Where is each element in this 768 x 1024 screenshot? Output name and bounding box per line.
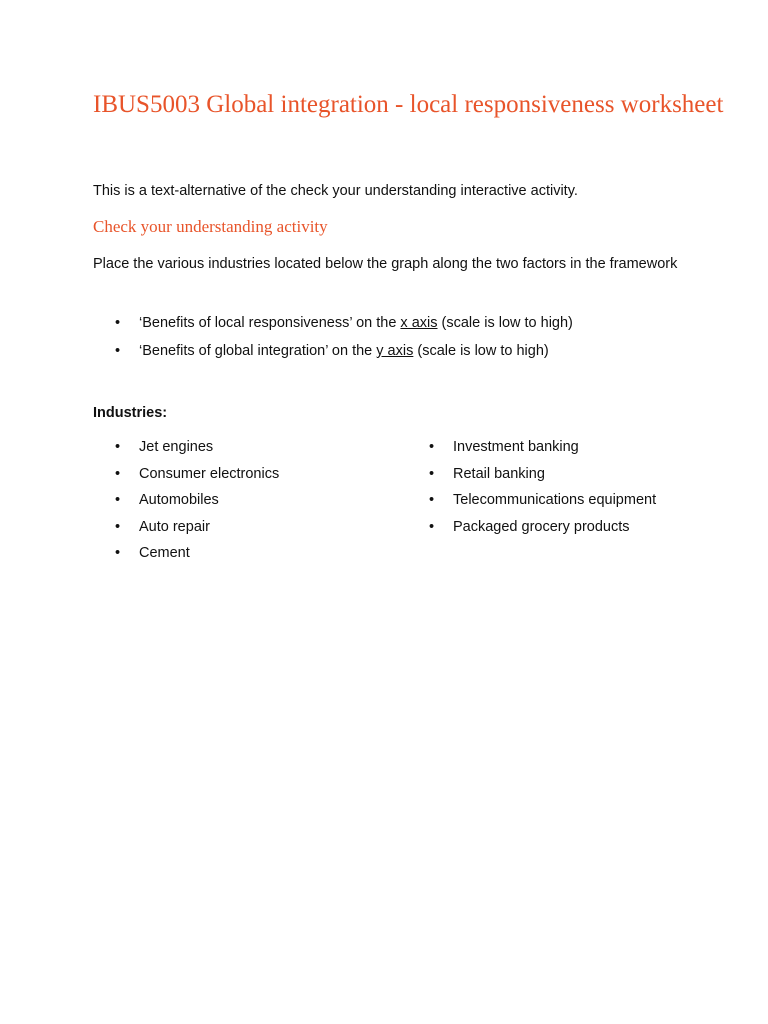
industry-label: Telecommunications equipment: [453, 492, 657, 509]
axis-item-y: [93, 337, 573, 365]
bullet-icon: •: [115, 439, 121, 455]
list-item: [93, 514, 279, 541]
instructions-text: Place the various industries located below the graph along the two factors in the framework: [93, 256, 678, 272]
industry-label: Jet engines: [139, 439, 214, 455]
intro-text: This is a text-alternative of the check your understanding interactive activity.: [93, 183, 578, 199]
industry-label: Consumer electronics: [139, 465, 280, 482]
industries-heading: Industries:: [93, 405, 168, 421]
axis-text-after: (scale is low to high): [437, 315, 573, 331]
industry-label: Cement: [139, 545, 190, 562]
industries-list-right: [407, 434, 656, 540]
industry-label: Packaged grocery products: [453, 518, 630, 535]
axis-list: [93, 309, 573, 365]
section-heading: Check your understanding activity: [93, 217, 328, 236]
bullet-icon: •: [115, 492, 121, 509]
axis-name: x axis: [400, 315, 438, 331]
industries-list-left: [93, 434, 279, 567]
axis-name: y axis: [376, 343, 414, 359]
axis-text-before: ‘Benefits of global integration’ on the: [139, 343, 377, 359]
industry-label: Retail banking: [453, 465, 545, 482]
industry-label: Automobiles: [139, 492, 219, 509]
list-item: [407, 434, 656, 461]
bullet-icon: •: [115, 518, 121, 535]
axis-text-after: (scale is low to high): [413, 343, 549, 359]
bullet-icon: •: [115, 465, 121, 482]
bullet-icon: •: [429, 492, 435, 509]
bullet-icon: •: [429, 518, 435, 535]
bullet-icon: •: [115, 545, 121, 562]
list-item: [407, 514, 656, 541]
list-item: [93, 461, 279, 488]
bullet-icon: •: [429, 439, 435, 455]
list-item: [93, 487, 279, 514]
bullet-icon: •: [115, 343, 121, 359]
industry-label: Investment banking: [453, 439, 579, 455]
document-title: IBUS5003 Global integration - local responsiveness worksheet: [93, 91, 724, 118]
list-item: [93, 434, 279, 461]
axis-text-before: ‘Benefits of local responsiveness’ on the: [139, 315, 401, 331]
bullet-icon: •: [429, 465, 435, 482]
list-item: [407, 461, 656, 488]
bullet-icon: •: [115, 315, 121, 331]
list-item: [407, 487, 656, 514]
list-item: [93, 540, 279, 567]
industry-label: Auto repair: [139, 518, 210, 535]
axis-item-x: [93, 309, 573, 337]
